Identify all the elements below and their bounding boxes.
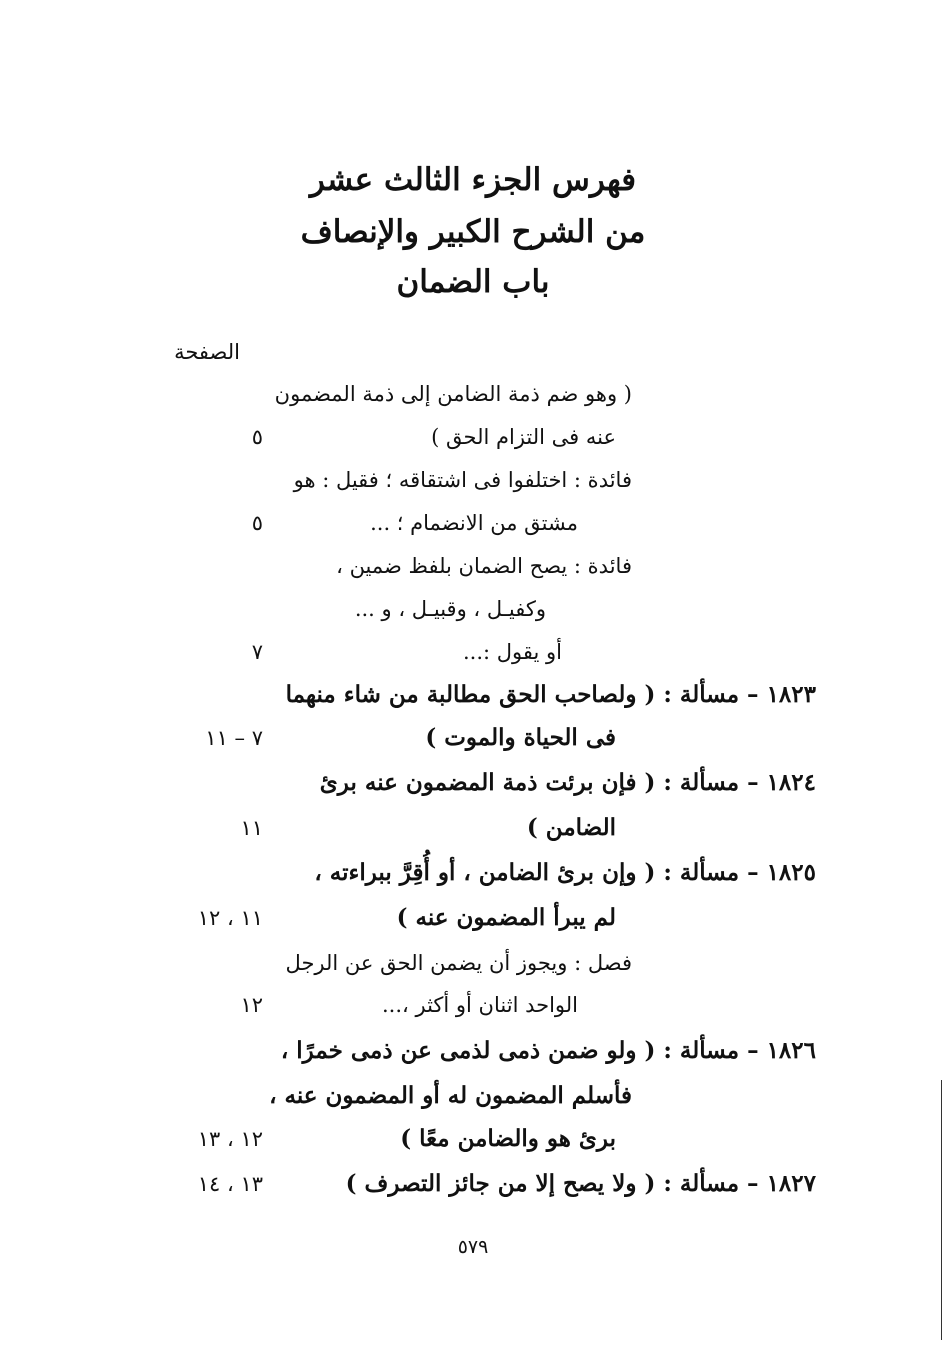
- entry-text: عنه فى التزام الحق ): [431, 425, 616, 449]
- entry-text: ١٨٢٦ – مسألة : ( ولو ضمن ذمى لذمى عن ذمى خمرًا ،: [280, 1037, 816, 1064]
- entry-text: لم يبرأ المضمون عنه ): [396, 904, 616, 931]
- index-entry-fasl: [0, 942, 946, 984]
- page-number: ٥٧٩: [457, 1236, 489, 1258]
- index-entry: [0, 373, 946, 415]
- entry-text: ١٨٢٧ – مسألة : ( ولا يصح إلا من جائز التصرف ): [345, 1170, 816, 1197]
- entry-text: ( وهو ضم ذمة الضامن إلى ذمة المضمون: [274, 382, 632, 406]
- entry-page: ٧: [251, 640, 263, 664]
- entry-text: فأسلم المضمون له أو المضمون عنه ،: [269, 1082, 632, 1109]
- index-entry-masala: [0, 1163, 946, 1205]
- index-entry: [0, 984, 946, 1026]
- index-entry: [0, 631, 946, 673]
- entry-text: وكفيـل ، وقبيـل ، و ...: [354, 597, 546, 621]
- index-entry-masala: [0, 674, 946, 716]
- entry-page: ١١ ، ١٢: [197, 906, 263, 930]
- entry-text: فى الحياة والموت ): [425, 724, 616, 751]
- entry-text: مشتق من الانضمام ؛ ...: [370, 511, 578, 535]
- entry-page: ٧ – ١١: [205, 726, 263, 750]
- chapter-title: باب الضمان: [396, 264, 550, 300]
- entry-page: ١١: [240, 816, 263, 840]
- entry-page: ٥: [251, 511, 263, 535]
- entry-page: ١٢ ، ١٣: [197, 1127, 263, 1151]
- entry-text: برئ هو والضامن معًا ): [400, 1125, 616, 1152]
- entry-page: ١٢: [240, 993, 263, 1017]
- book-title: من الشرح الكبير والإنصاف: [300, 214, 646, 250]
- index-entry: [0, 1075, 946, 1117]
- entry-text: الضامن ): [526, 814, 616, 841]
- entry-text: الواحد اثنان أو أكثر ،...: [382, 993, 578, 1017]
- index-entry: [0, 588, 946, 630]
- index-title: فهرس الجزء الثالث عشر: [309, 162, 637, 198]
- index-entry: [0, 545, 946, 587]
- entry-text: فائدة : يصح الضمان بلفظ ضمين ،: [336, 554, 632, 578]
- entry-text: ١٨٢٤ – مسألة : ( فإن برئت ذمة المضمون عنه برئ: [319, 769, 816, 796]
- entry-text: ١٨٢٥ – مسألة : ( وإن برئ الضامن ، أو أُقِرَّ ببراءته ،: [314, 859, 816, 886]
- entry-text: ١٨٢٣ – مسألة : ( ولصاحب الحق مطالبة من شاء منهما: [285, 681, 816, 708]
- index-entry: [0, 459, 946, 501]
- entry-page: ١٣ ، ١٤: [197, 1172, 263, 1196]
- index-entry-masala: [0, 1030, 946, 1072]
- entry-text: أو يقول :...: [462, 640, 562, 664]
- entry-page: ٥: [251, 425, 263, 449]
- index-entry: [0, 502, 946, 544]
- index-entry: [0, 717, 946, 759]
- index-entry: [0, 1118, 946, 1160]
- entry-text: فائدة : اختلفوا فى اشتقاقه ؛ فقيل : هو: [293, 468, 632, 492]
- index-entry: [0, 416, 946, 458]
- entry-text: فصل : ويجوز أن يضمن الحق عن الرجل: [285, 951, 632, 975]
- index-entry: [0, 807, 946, 849]
- index-entry-masala: [0, 762, 946, 804]
- page-column-label: الصفحة: [174, 340, 240, 364]
- index-entry: [0, 897, 946, 939]
- page-edge-line: [941, 1080, 942, 1340]
- index-entry-masala: [0, 852, 946, 894]
